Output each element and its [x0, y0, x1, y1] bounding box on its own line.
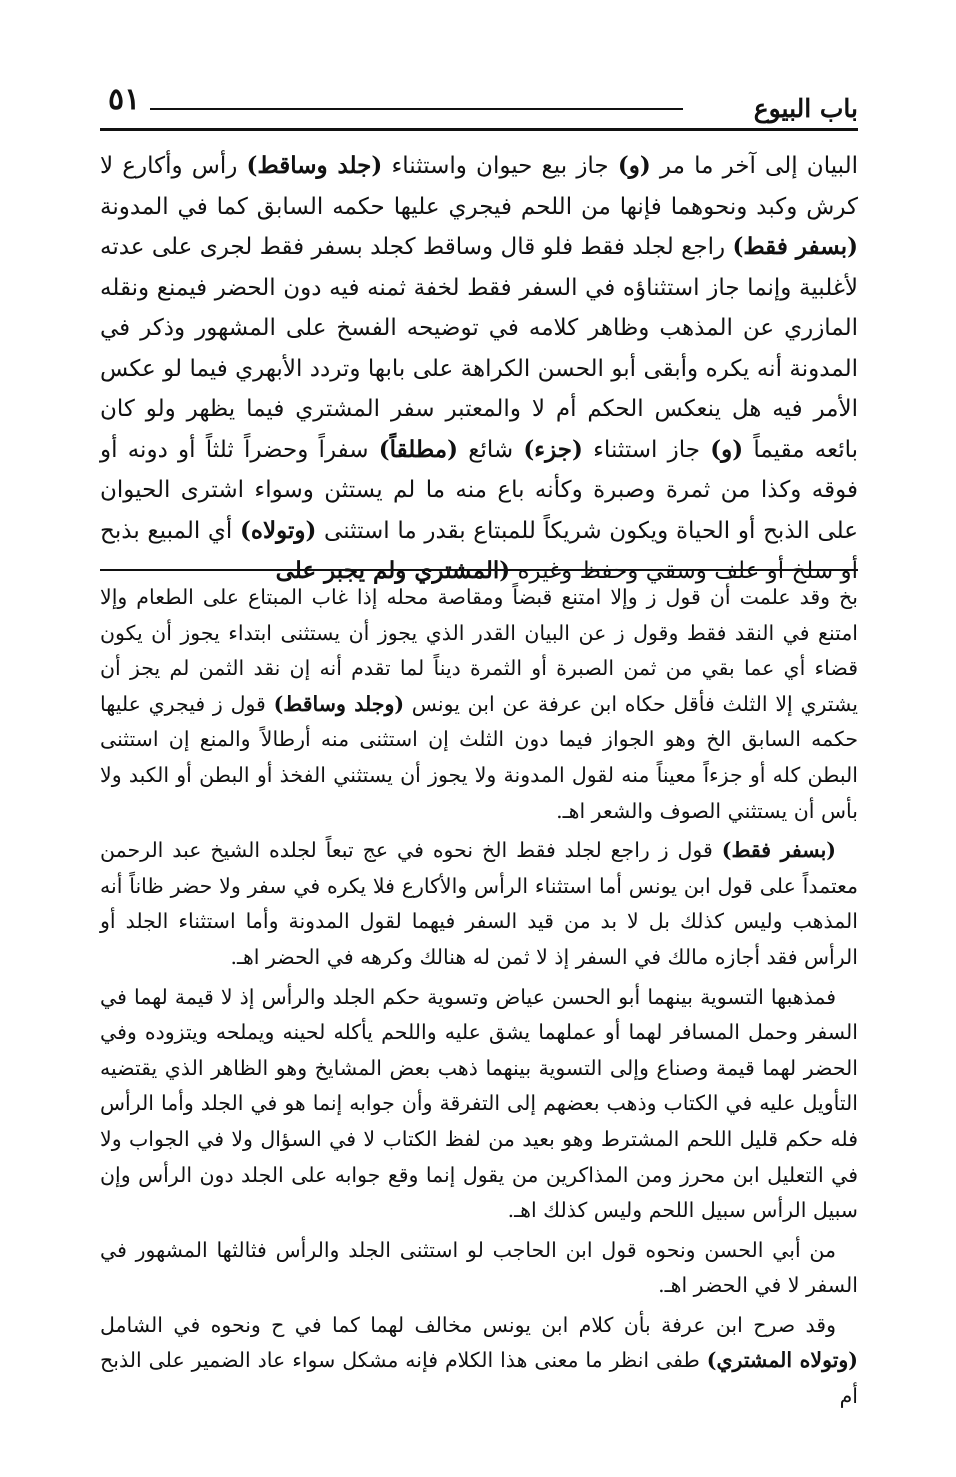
note-paragraph-2: (بسفر فقط) قول ز راجع لجلد فقط الخ نحوه في عج تبعاً لجلده الشيخ عبد الرحمن معتمداً على قول ابن يونس أما استثناء الرأس والأكارع فلا يكره في سفر ولا حضر ظاناً أنه المذهب وليس كذلك بل لا بد من قيد السفر فيهما لقول المدونة وأما استثناء الجلد أو الرأس فقد أجازه مالك في السفر إذ لا ثمن له هنالك وكرهه في الحضر اهـ.	[100, 838, 858, 969]
main-paragraph: البيان إلى آخر ما مر (و) جاز بيع حيوان واستثناء (جلد وساقط) رأس وأكارع لا كرش وكبد ونحوهما فإنها من اللحم فيجري عليها حكمه السابق كما في المدونة (بسفر فقط) راجع لجلد فقط فلو قال وساقط كجلد بسفر فقط لجرى على عدته لأغلبية وإنما جاز استثناؤه في السفر فقط لخفة ثمنه فيه دون الحضر فيمنع ونقله المازري عن المذهب وظاهر كلامه في توضيحه الفسخ على المشهور وذكر في المدونة أنه يكره وأبقى أبو الحسن الكراهة على بابها وتردد الأبهري فيما لو عكس الأمر فيه هل ينعكس الحكم أم لا والمعتبر سفر المشتري فيما يظهر ولو كان بائعه مقيماً (و) جاز استثناء (جزء) شائع (مطلقاً) سفراً وحضراً ثلثاً أو دونه أو فوقه وكذا من ثمرة وصبرة وكأنه باع منه ما لم يستثن وسواء اشترى الحيوان على الذبح أو الحياة ويكون شريكاً للمبتاع بقدر ما استثنى (وتولاه) أي المبيع بذبح أو سلخ أو علف وسقي وحفظ وغيره (المشتري ولم يجبر على	[100, 152, 859, 584]
note-paragraph-5: وقد صرح ابن عرفة بأن كلام ابن يونس مخالف لهما كما في ح ونحوه في الشامل (وتولاه المشتري) طفى انظر ما معنى هذا الكلام فإنه مشكل سواء عاد الضمير على الذبح أم	[100, 1312, 858, 1409]
header-dash-line	[150, 108, 683, 110]
footnote-separator	[100, 569, 858, 571]
main-text	[100, 146, 858, 592]
running-head	[100, 82, 858, 126]
header-rule	[100, 128, 858, 131]
commentary-notes	[100, 580, 858, 1419]
chapter-title: باب البيوع	[753, 94, 858, 123]
page-number: ٥١	[108, 82, 141, 117]
note-paragraph-4: من أبي الحسن ونحوه قول ابن الحاجب لو استثنى الجلد والرأس فثالثها المشهور في السفر لا في الحضر اهـ.	[100, 1237, 858, 1298]
note-paragraph-3: فمذهبها التسوية بينهما أبو الحسن عياض وتسوية حكم الجلد والرأس إذ لا قيمة لهما في السفر وحمل المسافر لهما أو عملهما يشق عليه واللحم يأكله لحينه ويملحه ويتزوده وفي الحضر لهما قيمة وصناع وإلى التسوية بينهما ذهب بعض المشايخ وهو الظاهر الذي يقتضيه التأويل عليه في الكتاب وذهب بعضهم إلى التفرقة وأن جوابه إنما هو في الجلد وأما الرأس فله حكم قليل اللحم المشترط وهو بعيد من لفظ الكتاب لا في السؤال ولا في الجواب ولا في التعليل ابن محرز ومن المذاكرين من يقول إنما وقع جوابه على الجلد دون الرأس وإن سبيل الرأس سبيل اللحم وليس كذلك اهـ.	[100, 984, 858, 1223]
note-paragraph-1: بخ وقد علمت أن قول ز وإلا امتنع قبضاً ومقاصة محله إذا غاب المبتاع على الطعام وإلا امتنع في النقد فقط وقول ز عن البيان القدر الذي يجوز أن يستثنى ابتداء يجوز أن يكون قضاء أي عما بقي من ثمن الصبرة أو الثمرة ديناً لما تقدم أنه إن نقد الثمن لم يجز أن يشتري إلا الثلث فأقل حكاه ابن عرفة عن ابن يونس (وجلد وساقط) قول ز فيجري عليها حكمه السابق الخ وهو الجواز فيما دون الثلث إن استثنى منه أرطالاً والمنع إن استثنى البطن كله أو جزءاً معيناً منه لقول المدونة ولا يجوز أن يستثني الفخذ أو البطن أو الكبد ولا بأس أن يستثني الصوف والشعر اهـ.	[100, 585, 858, 823]
